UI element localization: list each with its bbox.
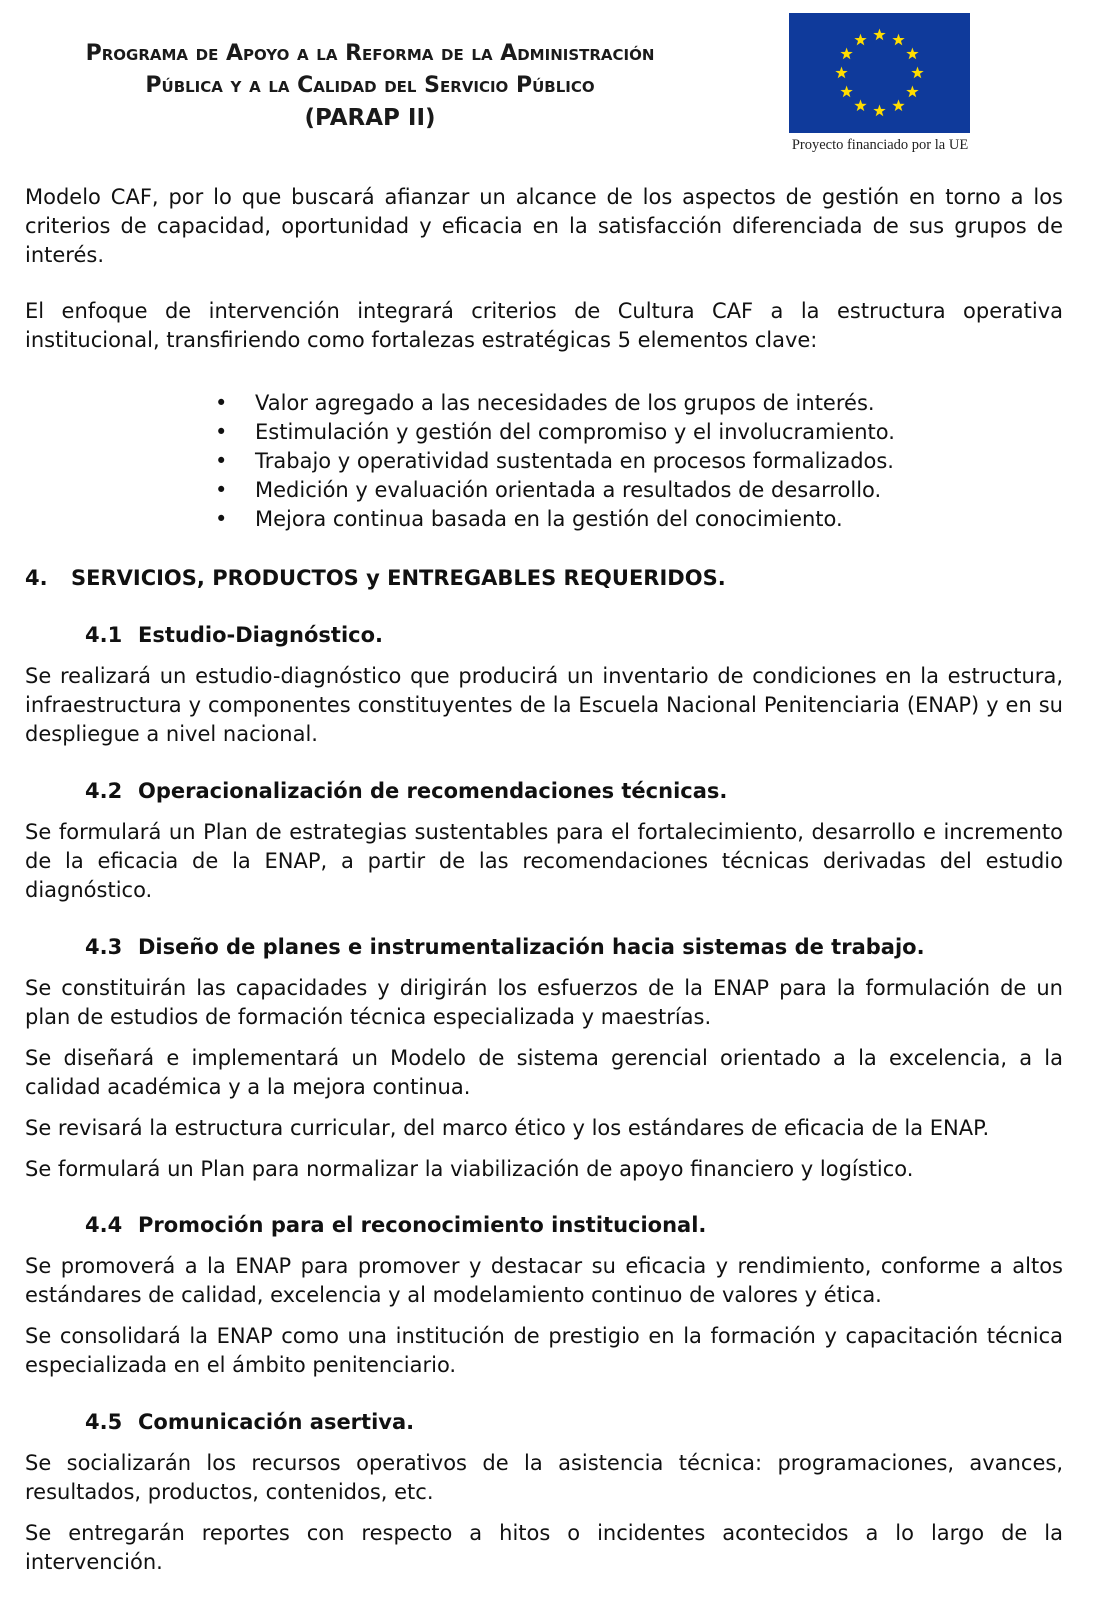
eu-star-icon [906, 86, 918, 98]
eu-star-icon [854, 34, 866, 46]
subsection-title: Estudio-Diagnóstico. [138, 623, 384, 647]
eu-stars-icon [789, 13, 970, 133]
list-item: • Estimulación y gestión del compromiso y el involucramiento. [215, 418, 1015, 447]
key-elements-list [215, 389, 1015, 534]
eu-star-icon [854, 99, 866, 111]
eu-funding-caption: Proyecto financiado por la UE [791, 137, 969, 153]
subsection-4-5-paragraph-1: Se socializarán los recursos operativos de la asistencia técnica: programaciones, avances, resultados, productos, contenidos, etc. [25, 1451, 1063, 1504]
intro-paragraph-1: Modelo CAF, por lo que buscará afianzar un alcance de los aspectos de gestión en torno a los criterios de capacidad, oportunidad y eficacia en la satisfacción diferenciada de sus grupos de interés. [25, 185, 1063, 267]
section-4-heading [25, 564, 726, 593]
subsection-4-1-heading [85, 621, 383, 650]
subsection-4-5-heading [85, 1408, 414, 1437]
subsection-4-4-heading [85, 1211, 706, 1240]
subsection-4-3-heading [85, 933, 925, 962]
subsection-4-2-heading [85, 777, 727, 806]
document-header-title [30, 38, 710, 134]
eu-star-icon [892, 34, 904, 46]
subsection-4-3-paragraph-3: Se revisará la estructura curricular, del marco ético y los estándares de eficacia de la ENAP. [25, 1116, 990, 1140]
subsection-4-2-paragraph-1: Se formulará un Plan de estrategias sustentables para el fortalecimiento, desarrollo e incremento de la eficacia de la ENAP, a partir de las recomendaciones técnicas derivadas del estudio diagnóstico. [25, 820, 1063, 902]
list-item: • Trabajo y operatividad sustentada en procesos formalizados. [215, 447, 1015, 476]
eu-star-icon [873, 105, 885, 117]
subsection-4-4-paragraph-2: Se consolidará la ENAP como una institución de prestigio en la formación y capacitación técnica especializada en el ámbito penitenciario. [25, 1324, 1063, 1377]
subsection-4-3-paragraph-1: Se constituirán las capacidades y dirigirán los esfuerzos de la ENAP para la formulación de un plan de estudios de formación técnica especializada y maestrías. [25, 976, 1063, 1029]
eu-star-icon [911, 67, 923, 79]
eu-star-icon [873, 29, 885, 41]
eu-flag-logo [789, 13, 970, 133]
subsection-number: 4.3 [85, 935, 123, 959]
subsection-title: Operacionalización de recomendaciones técnicas. [138, 779, 728, 803]
eu-star-icon [906, 48, 918, 60]
list-item: • Mejora continua basada en la gestión del conocimiento. [215, 505, 1015, 534]
header-title-line-3: (PARAP II) [304, 105, 436, 131]
subsection-4-5-paragraph-2: Se entregarán reportes con respecto a hitos o incidentes acontecidos a lo largo de la intervención. [25, 1521, 1063, 1574]
subsection-number: 4.1 [85, 623, 123, 647]
subsection-number: 4.2 [85, 779, 123, 803]
eu-star-icon [840, 86, 852, 98]
subsection-4-4-paragraph-1: Se promoverá a la ENAP para promover y destacar su eficacia y rendimiento, conforme a altos estándares de calidad, excelencia y al modelamiento continuo de valores y ética. [25, 1254, 1063, 1307]
eu-star-icon [892, 99, 904, 111]
subsection-number: 4.4 [85, 1213, 123, 1237]
list-item: • Valor agregado a las necesidades de los grupos de interés. [215, 389, 1015, 418]
section-title: SERVICIOS, PRODUCTOS y ENTREGABLES REQUERIDOS. [71, 566, 726, 590]
list-item: • Medición y evaluación orientada a resultados de desarrollo. [215, 476, 1015, 505]
subsection-4-3-paragraph-2: Se diseñará e implementará un Modelo de sistema gerencial orientado a la excelencia, a la calidad académica y a la mejora continua. [25, 1046, 1063, 1099]
header-title-line-1: Programa de Apoyo a la Reforma de la Administración [85, 41, 655, 66]
subsection-title: Diseño de planes e instrumentalización hacia sistemas de trabajo. [138, 935, 925, 959]
subsection-number: 4.5 [85, 1410, 123, 1434]
subsection-title: Promoción para el reconocimiento institucional. [138, 1213, 707, 1237]
header-title-line-2: Pública y a la Calidad del Servicio Público [145, 73, 595, 98]
subsection-4-3-paragraph-4: Se formulará un Plan para normalizar la viabilización de apoyo financiero y logístico. [25, 1157, 914, 1181]
eu-star-icon [840, 48, 852, 60]
intro-paragraph-2: El enfoque de intervención integrará criterios de Cultura CAF a la estructura operativa institucional, transfiriendo como fortalezas estratégicas 5 elementos clave: [25, 299, 1063, 352]
eu-star-icon [835, 67, 847, 79]
subsection-title: Comunicación asertiva. [138, 1410, 415, 1434]
section-number: 4. [25, 566, 48, 590]
subsection-4-1-paragraph-1: Se realizará un estudio-diagnóstico que producirá un inventario de condiciones en la estructura, infraestructura y componentes constituyentes de la Escuela Nacional Penitenciaria (ENAP) y en su despliegue a nivel nacional. [25, 664, 1063, 746]
